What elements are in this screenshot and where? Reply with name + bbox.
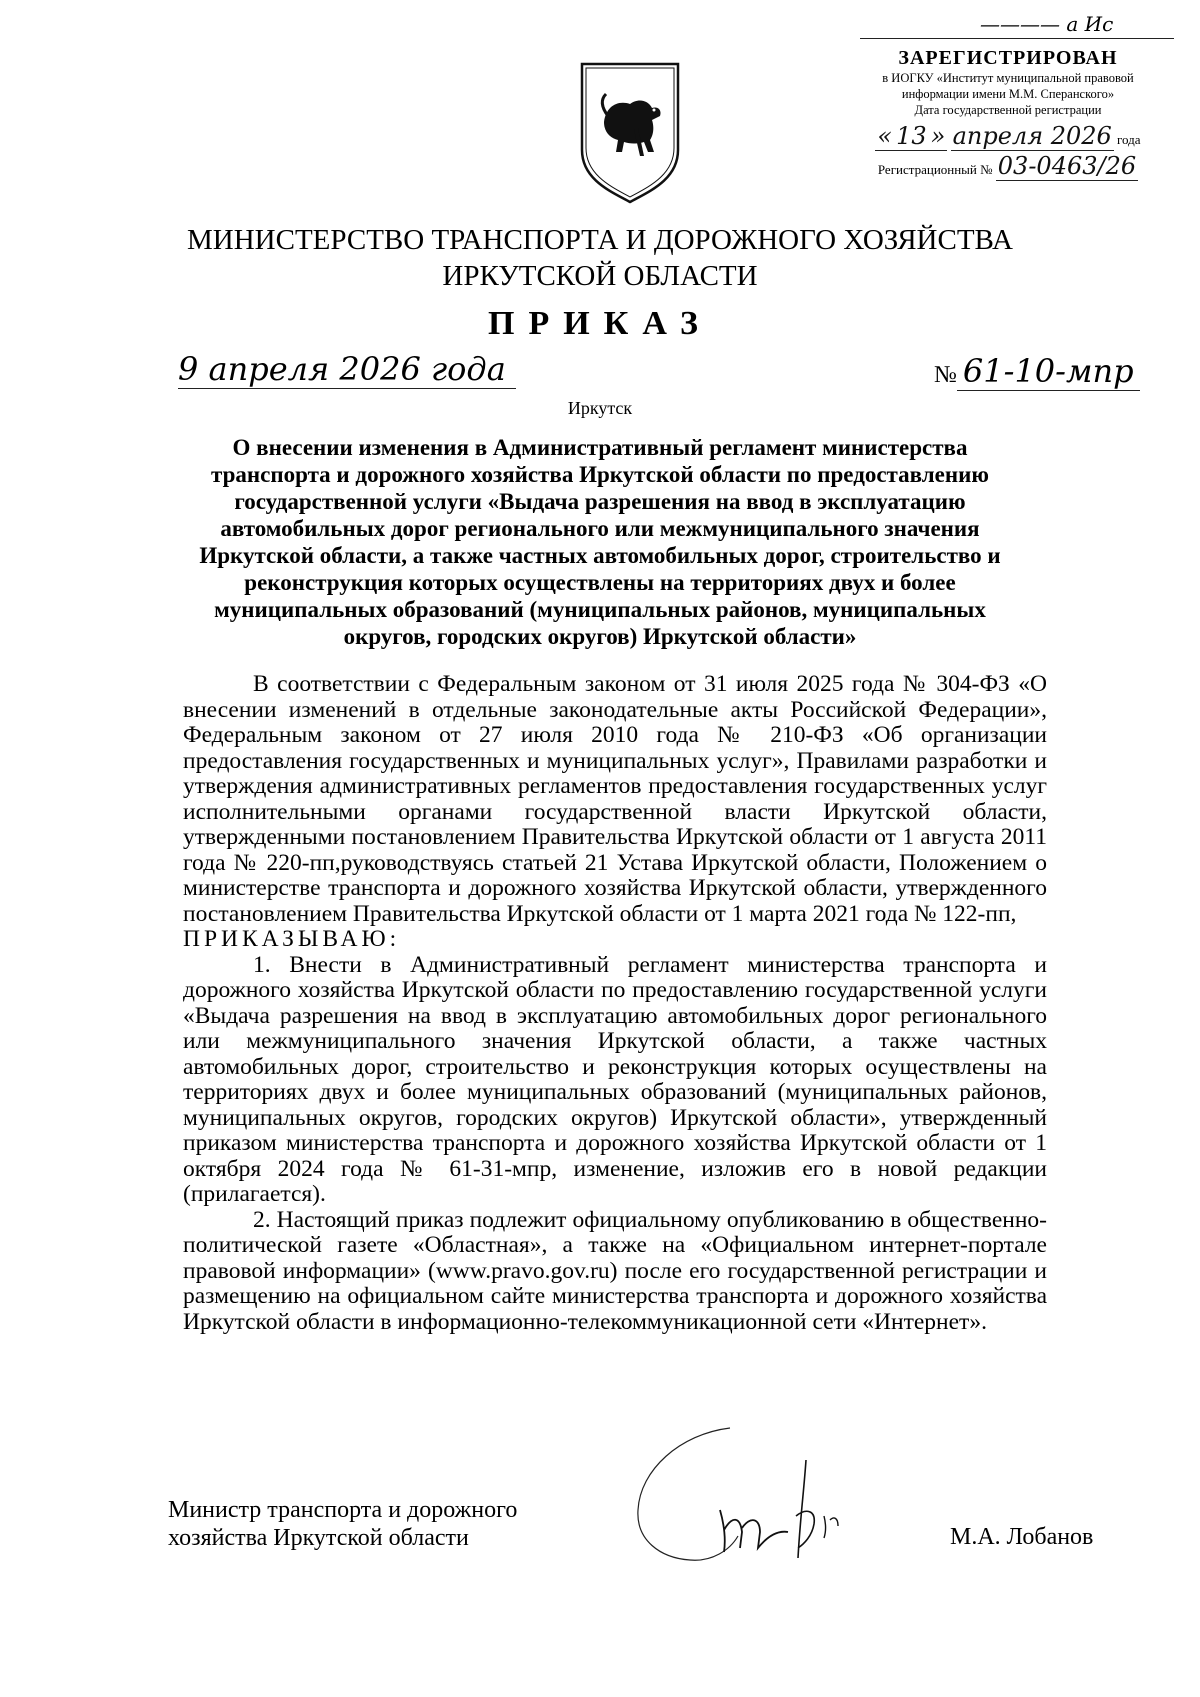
stamp-date-suffix: года	[1117, 132, 1141, 147]
stamp-initials: ———— а Ис	[980, 12, 1114, 36]
order-number-handwritten: 61-10-мпр	[957, 352, 1140, 391]
coat-of-arms-emblem	[578, 60, 682, 206]
order-item-2: 2. Настоящий приказ подлежит официальному опубликованию в общественно-политической газете «Областная», а также на «Официальном интернет-портале правовой информации» (www.pravo.gov.ru) после его государственной регистрации и размещению на официальном сайте министерства транспорта и дорожного хозяйства Иркутской области в информационно-телекоммуникационной сети «Интернет».	[183, 1206, 1047, 1335]
handwritten-signature	[620, 1420, 900, 1570]
stamp-registration-row	[838, 152, 1178, 180]
ministry-name-line1: МИНИСТЕРСТВО ТРАНСПОРТА И ДОРОЖНОГО ХОЗЯЙСТВА	[186, 224, 1014, 256]
stamp-date-row	[838, 122, 1178, 150]
order-item-1: 1. Внести в Административный регламент министерства транспорта и дорожного хозяйства Иркутской области по предоставлению государственной услуги «Выдача разрешения на ввод в эксплуатацию автомобильных дорог регионального или межмуниципального значения Иркутской области, а также частных автомобильных дорог, строительство и реконструкция которых осуществлены на территориях двух и более муниципальных образований (муниципальных районов, муниципальных округов, городских округов) Иркутской области», утвержденный приказом министерства транспорта и дорожного хозяйства Иркутской области от 1 октября 2024 года № 61-31-мпр, изменение, изложив его в новой редакции (прилагается).	[183, 951, 1047, 1207]
signatory-position-line1: Министр транспорта и дорожного	[168, 1497, 518, 1523]
stamp-institute-line2: информации имени М.М. Сперанского»	[901, 87, 1115, 101]
city-name: Иркутск	[567, 398, 633, 418]
order-date-handwritten: 9 апреля 2026 года	[178, 350, 516, 389]
stamp-registration-label: Регистрационный №	[877, 162, 993, 177]
signatory-name: М.А. Лобанов	[950, 1524, 1094, 1550]
registration-stamp	[838, 14, 1178, 180]
signatory-position-line2: хозяйства Иркутской области	[168, 1525, 469, 1551]
document-body	[183, 672, 1047, 1335]
preamble-paragraph: В соответствии с Федеральным законом от 31 июля 2025 года № 304-ФЗ «О внесении изменений в отдельные законодательные акты Российской Федерации», Федеральным законом от 27 июля 2010 года № 210-ФЗ «Об организации предоставления государственных и муниципальных услуг», Правилами разработки и утверждения административных регламентов предоставления государственных услуг исполнительными органами государственной власти Иркутской области, утвержденными постановлением Правительства Иркутской области от 1 августа 2011 года № 220-пп,руководствуясь статьей 21 Устава Иркутской области, Положением о министерстве транспорта и дорожного хозяйства Иркутской области, утвержденного постановлением Правительства Иркутской области от 1 марта 2021 года № 122-пп,	[183, 671, 1047, 927]
stamp-institute-line1: в ИОГКУ «Институт муниципальной правовой	[882, 71, 1134, 85]
ministry-name-line2: ИРКУТСКОЙ ОБЛАСТИ	[442, 260, 758, 292]
order-directive: ПРИКАЗЫВАЮ:	[183, 926, 401, 952]
stamp-top-signature-line	[860, 14, 1174, 39]
stamp-date-day: 13	[896, 122, 927, 150]
stamp-date-handwritten: апреля 2026	[952, 122, 1112, 150]
ministry-name	[0, 222, 1200, 294]
stamp-date-label: Дата государственной регистрации	[914, 103, 1102, 117]
signatory-position	[168, 1496, 517, 1552]
stamp-date-open-quote: «	[877, 122, 893, 150]
order-number-label: №	[934, 362, 957, 388]
stamp-title: ЗАРЕГИСТРИРОВАН	[898, 47, 1118, 69]
document-heading: О внесении изменения в Административный регламент министерства транспорта и дорожного хозяйства Иркутской области по предоставлению государственной услуги «Выдача разрешения на ввод в эксплуатацию автомобильных дорог регионального или межмуниципального значения Иркутской области, а также частных автомобильных дорог, строительство и реконструкция которых осуществлены на территориях двух и более муниципальных образований (муниципальных районов, муниципальных округов, городских округов) Иркутской области»	[199, 435, 1001, 649]
stamp-date-close-quote: »	[930, 122, 946, 150]
stamp-registration-number: 03-0463/26	[997, 152, 1137, 180]
order-title: ПРИКАЗ	[488, 305, 712, 342]
order-number-field	[934, 352, 1140, 390]
